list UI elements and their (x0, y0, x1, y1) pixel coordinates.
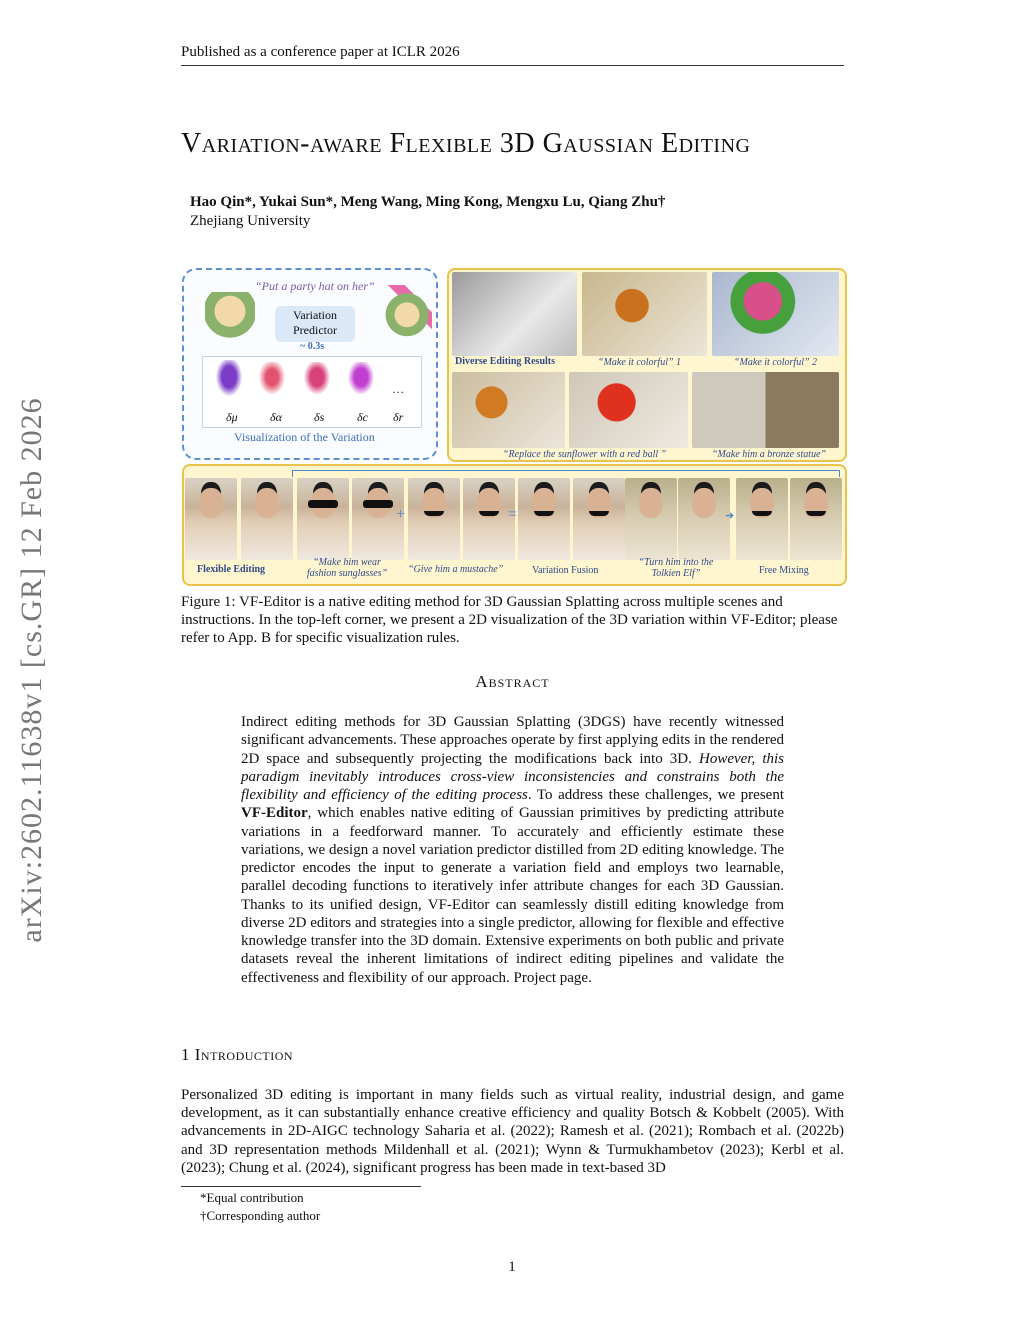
header-rule (181, 65, 844, 66)
abstract-body (241, 713, 784, 987)
footnote-rule (181, 1186, 421, 1187)
caption-colorful-2: “Make it colorful” 2 (734, 357, 818, 368)
face-mustache-1 (408, 478, 460, 560)
abstract-italic: However, this paradigm inevitably introduces cross-view inconsistencies and constrains both the flexibility and efficiency of the editing process (241, 750, 784, 803)
face-sunglasses-1 (297, 478, 349, 560)
section-heading-introduction: 1 Introduction (181, 1045, 294, 1064)
figure-bronze-statue (692, 372, 839, 448)
abstract-text-3: , which enables native editing of Gaussian primitives by predicting attribute variations in a feedforward manner. To accurately and efficiently estimate these variations, we design a novel variation predictor distilled from 2D editing knowledge. The predictor encodes the input to generate a variation field and employs two learnable, parallel decoding functions to iteratively infer attribute changes for each 3D Gaussian. Thanks to its unified design, VF-Editor can seamlessly distill editing knowledge from diverse 2D editors and strategies into a single predictor, allowing for flexible and effective knowledge transfer into the 3D domain. Extensive experiments on both public and private datasets reveal the inherent limitations of indirect editing pipelines and validate the effectiveness and flexibility of our approach. Project page. (241, 805, 784, 986)
footnote-equal-contribution: *Equal contribution (200, 1190, 304, 1205)
predictor-time: ~ 0.3s (300, 341, 325, 352)
arxiv-sidebar (12, 380, 52, 960)
delta-alpha-label: δα (270, 410, 282, 424)
caption-elf: “Turn him into the Tolkien Elf” (638, 557, 714, 579)
arxiv-id: arXiv:2602.11638v1 [cs.GR] 12 Feb 2026 (15, 397, 48, 943)
prompt-party-hat: “Put a party hat on her” (255, 279, 375, 293)
caption-bronze-statue: “Make him a bronze statue” (712, 449, 827, 460)
visualization-label: Visualization of the Variation (234, 430, 375, 444)
delta-mu-label: δμ (226, 410, 238, 424)
paper-title: Variation-aware Flexible 3D Gaussian Editing (181, 128, 751, 159)
delta-s-label: δs (314, 410, 325, 424)
figure-sunflower-colorful-1 (582, 272, 707, 356)
abstract-text-1: Indirect editing methods for 3D Gaussian Splatting (3DGS) have recently witnessed significant advancements. These approaches operate by first applying edits in the rendered 2D space and subsequently projecting the modifications back into 3D. (241, 714, 784, 767)
face-fusion-2 (573, 478, 625, 560)
vis-delta-s (300, 362, 334, 400)
running-header: Published as a conference paper at ICLR 2026 (181, 44, 460, 60)
face-mixing-2 (790, 478, 842, 560)
figure-doll-before (205, 292, 255, 347)
figure-sunflower-gray (452, 272, 577, 356)
face-mixing-1 (736, 478, 788, 560)
diverse-results-label: Diverse Editing Results (455, 356, 555, 367)
affiliation: Zhejiang University (190, 213, 311, 229)
introduction-body: Personalized 3D editing is important in many fields such as virtual reality, industrial design, and game development, as it can substantially enhance creative efficiency and quality Botsch & Kobbelt (2005). With advancements in 2D-AIGC technology Saharia et al. (2022); Ramesh et al. (2021); Rombach et al. (2022b) and 3D representation methods Mildenhall et al. (2021); Wynn & Turmukhambetov (2023); Kerbl et al. (2023); Chung et al. (2024), significant progress has been made in text-based 3D (181, 1087, 844, 1176)
face-original-2 (241, 478, 293, 560)
variation-predictor-box: Variation Predictor (275, 306, 355, 342)
figure-red-ball (569, 372, 688, 448)
delta-r-label: δr (393, 410, 404, 424)
caption-red-ball: “Replace the sunflower with a red ball ” (503, 449, 667, 460)
face-fusion-1 (518, 478, 570, 560)
figure-caption: Figure 1: VF-Editor is a native editing method for 3D Gaussian Splatting across multiple scenes and instructions. In the top-left corner, we present a 2D visualization of the 3D variation within VF-Editor; please refer to App. B for specific visualization rules. (181, 594, 838, 646)
delta-more: … (393, 382, 404, 396)
abstract-text-2: . To address these challenges, we present (527, 787, 785, 803)
arrow-sign: ➜ (725, 510, 735, 522)
caption-free-mixing: Free Mixing (759, 565, 809, 576)
equals-sign: = (508, 506, 518, 523)
fusion-bracket (292, 470, 840, 477)
page-number: 1 (508, 1259, 516, 1275)
caption-mustache: “Give him a mustache” (408, 564, 504, 575)
abstract-vf-editor: VF-Editor (241, 805, 308, 822)
caption-colorful-1: “Make it colorful” 1 (598, 357, 682, 368)
author-list: Hao Qin*, Yukai Sun*, Meng Wang, Ming Kong, Mengxu Lu, Qiang Zhu† (190, 194, 666, 210)
caption-variation-fusion: Variation Fusion (532, 565, 599, 576)
vis-delta-mu (212, 360, 246, 402)
face-original-1 (185, 478, 237, 560)
vis-delta-c (344, 362, 378, 400)
face-elf-2 (678, 478, 730, 560)
plus-sign: + (396, 506, 406, 523)
flexible-editing-label: Flexible Editing (197, 564, 266, 575)
face-elf-1 (625, 478, 677, 560)
abstract-heading: Abstract (475, 672, 550, 691)
figure-sunflower-original (452, 372, 565, 448)
figure-sunflower-colorful-2 (712, 272, 839, 356)
figure-doll-after (382, 285, 432, 347)
vis-delta-alpha (255, 362, 289, 400)
footnote-corresponding-author: †Corresponding author (200, 1208, 321, 1223)
delta-c-label: δc (357, 410, 368, 424)
caption-sunglasses: “Make him wear fashion sunglasses” (306, 557, 388, 579)
